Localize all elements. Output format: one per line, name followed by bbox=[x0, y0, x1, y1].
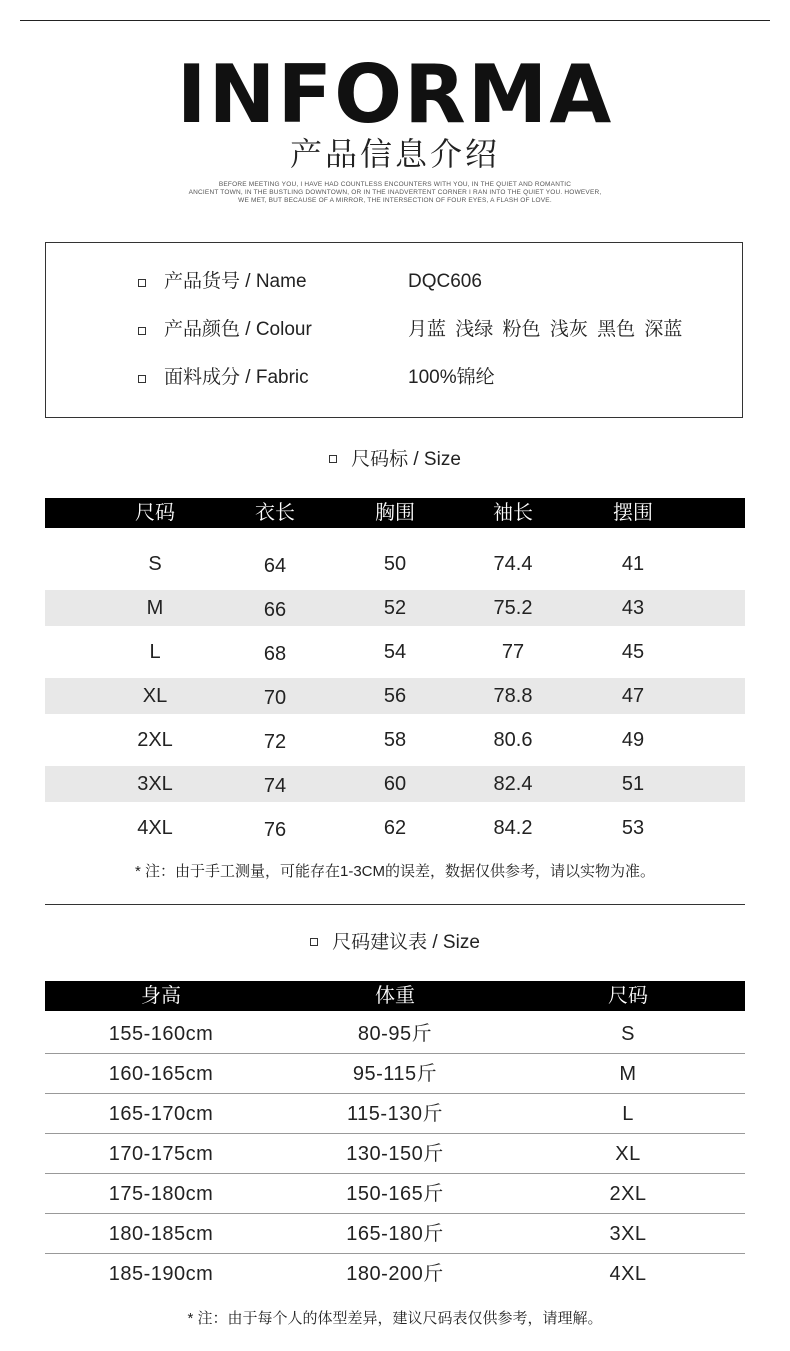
table-row bbox=[45, 1054, 745, 1094]
table-cell: 68 bbox=[263, 643, 287, 665]
table-cell: 165-180斤 bbox=[346, 1223, 444, 1245]
table-cell: 41 bbox=[621, 553, 645, 575]
table-cell: L bbox=[622, 1103, 634, 1125]
section-divider bbox=[45, 904, 745, 905]
info-label: 面料成分 / Fabric bbox=[164, 367, 309, 388]
table-cell: XL bbox=[615, 1143, 641, 1165]
table-cell: 3XL bbox=[609, 1223, 647, 1245]
table-cell: 53 bbox=[621, 817, 645, 839]
table-cell: S bbox=[621, 1023, 635, 1045]
table-cell: 47 bbox=[621, 685, 645, 707]
table-row bbox=[45, 1214, 745, 1254]
table-cell: 3XL bbox=[137, 773, 173, 795]
table-cell: 74 bbox=[263, 775, 287, 797]
info-value: 100%锦纶 bbox=[408, 367, 495, 388]
table-row bbox=[45, 634, 745, 670]
table-cell: 78.8 bbox=[493, 685, 533, 707]
decorative-blurb bbox=[180, 181, 610, 205]
recommend-chart-title bbox=[0, 929, 790, 957]
table-cell: 2XL bbox=[137, 729, 173, 751]
table-row bbox=[45, 1134, 745, 1174]
size-chart-title bbox=[0, 446, 790, 474]
table-cell: 80.6 bbox=[493, 729, 533, 751]
table-row bbox=[45, 1174, 745, 1214]
table-cell: 82.4 bbox=[493, 773, 533, 795]
info-row-fabric bbox=[46, 363, 742, 393]
table-cell: 76 bbox=[263, 819, 287, 841]
table-cell: 155-160cm bbox=[108, 1023, 214, 1045]
table-cell: 4XL bbox=[137, 817, 173, 839]
product-info-box bbox=[45, 242, 743, 418]
table-cell: M bbox=[146, 597, 164, 619]
table-cell: 66 bbox=[263, 599, 287, 621]
table-cell: S bbox=[148, 553, 162, 575]
column-header: 尺码 bbox=[135, 502, 175, 524]
table-cell: 60 bbox=[383, 773, 407, 795]
table-cell: 180-185cm bbox=[108, 1223, 214, 1245]
info-label: 产品货号 / Name bbox=[164, 271, 307, 292]
table-cell: 180-200斤 bbox=[346, 1263, 444, 1285]
table-cell: 150-165斤 bbox=[346, 1183, 444, 1205]
blurb-line: BEFORE MEETING YOU, I HAVE HAD COUNTLESS ENCOUNTERS WITH YOU, IN THE QUIET AND ROMANTIC bbox=[218, 181, 572, 188]
table-row bbox=[45, 1014, 745, 1054]
column-header: 身高 bbox=[141, 985, 181, 1007]
table-cell: 52 bbox=[383, 597, 407, 619]
table-cell: 77 bbox=[501, 641, 525, 663]
page-title: INFORMA bbox=[176, 48, 614, 141]
square-bullet-icon bbox=[329, 455, 337, 463]
column-header: 袖长 bbox=[493, 502, 533, 524]
column-header: 摆围 bbox=[613, 502, 653, 524]
column-header: 体重 bbox=[375, 985, 415, 1007]
square-bullet-icon bbox=[138, 375, 146, 383]
table-cell: XL bbox=[142, 685, 168, 707]
table-row bbox=[45, 678, 745, 714]
info-row-name bbox=[46, 267, 742, 297]
table-cell: 165-170cm bbox=[108, 1103, 214, 1125]
table-cell: 4XL bbox=[609, 1263, 647, 1285]
table-cell: 160-165cm bbox=[108, 1063, 214, 1085]
table-cell: 185-190cm bbox=[108, 1263, 214, 1285]
table-cell: 74.4 bbox=[493, 553, 533, 575]
square-bullet-icon bbox=[138, 279, 146, 287]
size-chart-note: * 注：由于手工测量，可能存在1-3CM的误差，数据仅供参考，请以实物为准。 bbox=[134, 863, 655, 880]
table-cell: 50 bbox=[383, 553, 407, 575]
table-cell: 84.2 bbox=[493, 817, 533, 839]
top-divider bbox=[20, 20, 770, 21]
table-row bbox=[45, 1254, 745, 1294]
table-cell: 2XL bbox=[609, 1183, 647, 1205]
column-header: 胸围 bbox=[375, 502, 415, 524]
blurb-line: WE MET, BUT BECAUSE OF A MIRROR, THE INTERSECTION OF FOUR EYES, A FLASH OF LOVE. bbox=[238, 197, 552, 204]
table-cell: 95-115斤 bbox=[352, 1063, 438, 1085]
column-header: 尺码 bbox=[608, 985, 648, 1007]
blurb-line: ANCIENT TOWN, IN THE BUSTLING DOWNTOWN, OR IN THE INADVERTENT CORNER I RAN INTO THE QUIET YOU. HOWEVER, bbox=[188, 189, 602, 196]
section-title-text: 尺码标 / Size bbox=[351, 449, 461, 470]
info-row-colour bbox=[46, 315, 742, 345]
table-cell: 51 bbox=[621, 773, 645, 795]
table-cell: 45 bbox=[621, 641, 645, 663]
table-row bbox=[45, 810, 745, 846]
info-value: DQC606 bbox=[408, 271, 482, 292]
section-title-text: 尺码建议表 / Size bbox=[332, 932, 480, 953]
column-header: 衣长 bbox=[255, 502, 295, 524]
table-cell: 43 bbox=[621, 597, 645, 619]
info-value: 月蓝 浅绿 粉色 浅灰 黑色 深蓝 bbox=[408, 319, 683, 340]
table-cell: 75.2 bbox=[493, 597, 533, 619]
table-row bbox=[45, 766, 745, 802]
table-cell: M bbox=[619, 1063, 637, 1085]
table-row bbox=[45, 722, 745, 758]
page-subtitle: 产品信息介绍 bbox=[289, 136, 500, 172]
table-cell: 54 bbox=[383, 641, 407, 663]
recommend-chart-note: * 注：由于每个人的体型差异，建议尺码表仅供参考，请理解。 bbox=[187, 1310, 603, 1327]
table-cell: 62 bbox=[383, 817, 407, 839]
table-cell: 175-180cm bbox=[108, 1183, 214, 1205]
info-label: 产品颜色 / Colour bbox=[164, 319, 312, 340]
table-row bbox=[45, 546, 745, 582]
table-cell: 64 bbox=[263, 555, 287, 577]
table-cell: 72 bbox=[263, 731, 287, 753]
table-cell: 130-150斤 bbox=[346, 1143, 444, 1165]
table-row bbox=[45, 1094, 745, 1134]
table-cell: L bbox=[149, 641, 161, 663]
square-bullet-icon bbox=[138, 327, 146, 335]
recommend-chart-header bbox=[45, 981, 745, 1011]
table-cell: 70 bbox=[263, 687, 287, 709]
table-cell: 170-175cm bbox=[108, 1143, 214, 1165]
size-chart-header bbox=[45, 498, 745, 528]
table-cell: 56 bbox=[383, 685, 407, 707]
table-row bbox=[45, 590, 745, 626]
table-cell: 49 bbox=[621, 729, 645, 751]
table-cell: 80-95斤 bbox=[357, 1023, 433, 1045]
table-cell: 115-130斤 bbox=[347, 1103, 443, 1125]
table-cell: 58 bbox=[383, 729, 407, 751]
square-bullet-icon bbox=[310, 938, 318, 946]
